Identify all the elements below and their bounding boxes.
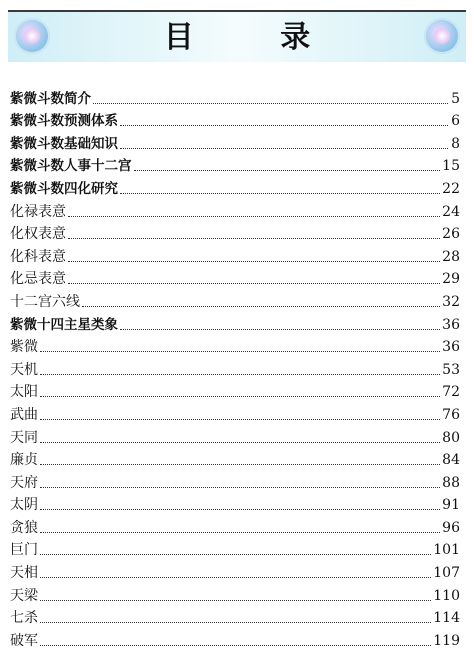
toc-entry-title: 化权表意: [10, 226, 66, 243]
toc-entry-title: 紫微斗数预测体系: [10, 113, 118, 130]
toc-entry-title: 紫微斗数四化研究: [10, 180, 118, 197]
toc-entry[interactable]: [10, 447, 460, 470]
toc-entry-title: 巨门: [10, 542, 38, 559]
toc-entry[interactable]: [10, 627, 460, 650]
dot-leader: [40, 351, 440, 352]
dot-leader: [68, 238, 440, 239]
toc-entry-page-number: 36: [442, 339, 460, 356]
toc-entry-title: 紫微: [10, 339, 38, 356]
toc-entry-page-number: 15: [442, 158, 460, 175]
dot-leader: [68, 216, 440, 217]
toc-entry[interactable]: [10, 108, 460, 131]
toc-entry[interactable]: [10, 605, 460, 628]
toc-entry-title: 太阳: [10, 384, 38, 401]
toc-entry[interactable]: [10, 266, 460, 289]
toc-entry-page-number: 26: [442, 226, 460, 243]
toc-entry-title: 天相: [10, 565, 38, 582]
toc-entry-page-number: 110: [433, 587, 460, 604]
toc-entry-page-number: 5: [451, 90, 460, 107]
toc-entry-page-number: 114: [433, 610, 460, 627]
dot-leader: [40, 532, 440, 533]
toc-entry-page-number: 29: [442, 271, 460, 288]
toc-entry-title: 天机: [10, 361, 38, 378]
toc-entry-page-number: 53: [442, 361, 460, 378]
toc-entry[interactable]: [10, 559, 460, 582]
toc-entry[interactable]: [10, 221, 460, 244]
toc-entry-page-number: 6: [451, 113, 460, 130]
toc-entry-title: 化忌表意: [10, 271, 66, 288]
toc-entry-title: 十二宫六线: [10, 293, 80, 310]
toc-entry[interactable]: [10, 424, 460, 447]
toc-entry-page-number: 84: [442, 452, 460, 469]
toc-entry[interactable]: [10, 288, 460, 311]
dot-leader: [120, 329, 440, 330]
toc-entry[interactable]: [10, 492, 460, 515]
page-header: [8, 10, 466, 62]
toc-entry-title: 天府: [10, 474, 38, 491]
toc-entry[interactable]: [10, 243, 460, 266]
toc-entry[interactable]: [10, 537, 460, 560]
toc-entry[interactable]: [10, 85, 460, 108]
dot-leader: [40, 464, 440, 465]
toc-entry[interactable]: [10, 334, 460, 357]
dot-leader: [40, 396, 440, 397]
toc-entry-page-number: 91: [442, 497, 460, 514]
toc-entry-page-number: 22: [442, 180, 460, 197]
toc-entry-title: 贪狼: [10, 519, 38, 536]
toc-entry-title: 紫微十四主星类象: [10, 316, 118, 333]
toc-entry-title: 紫微斗数人事十二宫: [10, 158, 132, 175]
toc-entry-page-number: 24: [442, 203, 460, 220]
decorative-medallion-icon: [424, 18, 460, 54]
dot-leader: [82, 306, 440, 307]
dot-leader: [40, 554, 431, 555]
toc-entry-page-number: 36: [442, 316, 460, 333]
toc-entry-page-number: 76: [442, 406, 460, 423]
toc-entry-title: 紫微斗数基础知识: [10, 135, 118, 152]
dot-leader: [120, 193, 440, 194]
dot-leader: [120, 148, 448, 149]
toc-entry-title: 太阴: [10, 497, 38, 514]
toc-entry[interactable]: [10, 379, 460, 402]
toc-entry-page-number: 28: [442, 248, 460, 265]
dot-leader: [120, 125, 448, 126]
toc-entry-page-number: 88: [442, 474, 460, 491]
toc-entry-title: 天梁: [10, 587, 38, 604]
toc-entry-title: 武曲: [10, 406, 38, 423]
toc-entry-page-number: 119: [433, 632, 460, 649]
toc-entry-title: 紫微斗数简介: [10, 90, 91, 107]
toc-entry-title: 化禄表意: [10, 203, 66, 220]
toc-entry[interactable]: [10, 514, 460, 537]
dot-leader: [40, 442, 440, 443]
toc-entry-title: 廉贞: [10, 452, 38, 469]
page-title: 目 录: [163, 20, 349, 55]
dot-leader: [68, 261, 440, 262]
dot-leader: [40, 419, 440, 420]
toc-entry[interactable]: [10, 130, 460, 153]
dot-leader: [40, 509, 440, 510]
dot-leader: [40, 645, 431, 646]
toc-entry[interactable]: [10, 356, 460, 379]
dot-leader: [40, 577, 431, 578]
toc-entry-page-number: 107: [433, 565, 460, 582]
toc-entry-page-number: 101: [433, 542, 460, 559]
toc-entry-title: 化科表意: [10, 248, 66, 265]
dot-leader: [40, 600, 431, 601]
toc-entry[interactable]: [10, 175, 460, 198]
toc-entry[interactable]: [10, 469, 460, 492]
dot-leader: [68, 283, 440, 284]
toc-entry-page-number: 80: [442, 429, 460, 446]
dot-leader: [134, 170, 441, 171]
toc-entry-page-number: 8: [451, 135, 460, 152]
toc-entry[interactable]: [10, 311, 460, 334]
table-of-contents: [10, 85, 460, 650]
toc-entry-title: 七杀: [10, 610, 38, 627]
toc-entry-title: 破军: [10, 632, 38, 649]
dot-leader: [40, 374, 440, 375]
toc-entry-page-number: 96: [442, 519, 460, 536]
dot-leader: [40, 622, 431, 623]
toc-entry[interactable]: [10, 582, 460, 605]
toc-entry[interactable]: [10, 401, 460, 424]
toc-entry-page-number: 72: [442, 384, 460, 401]
toc-entry[interactable]: [10, 198, 460, 221]
toc-entry-title: 天同: [10, 429, 38, 446]
toc-entry[interactable]: [10, 153, 460, 176]
toc-entry-page-number: 32: [442, 293, 460, 310]
dot-leader: [93, 103, 448, 104]
dot-leader: [40, 487, 440, 488]
